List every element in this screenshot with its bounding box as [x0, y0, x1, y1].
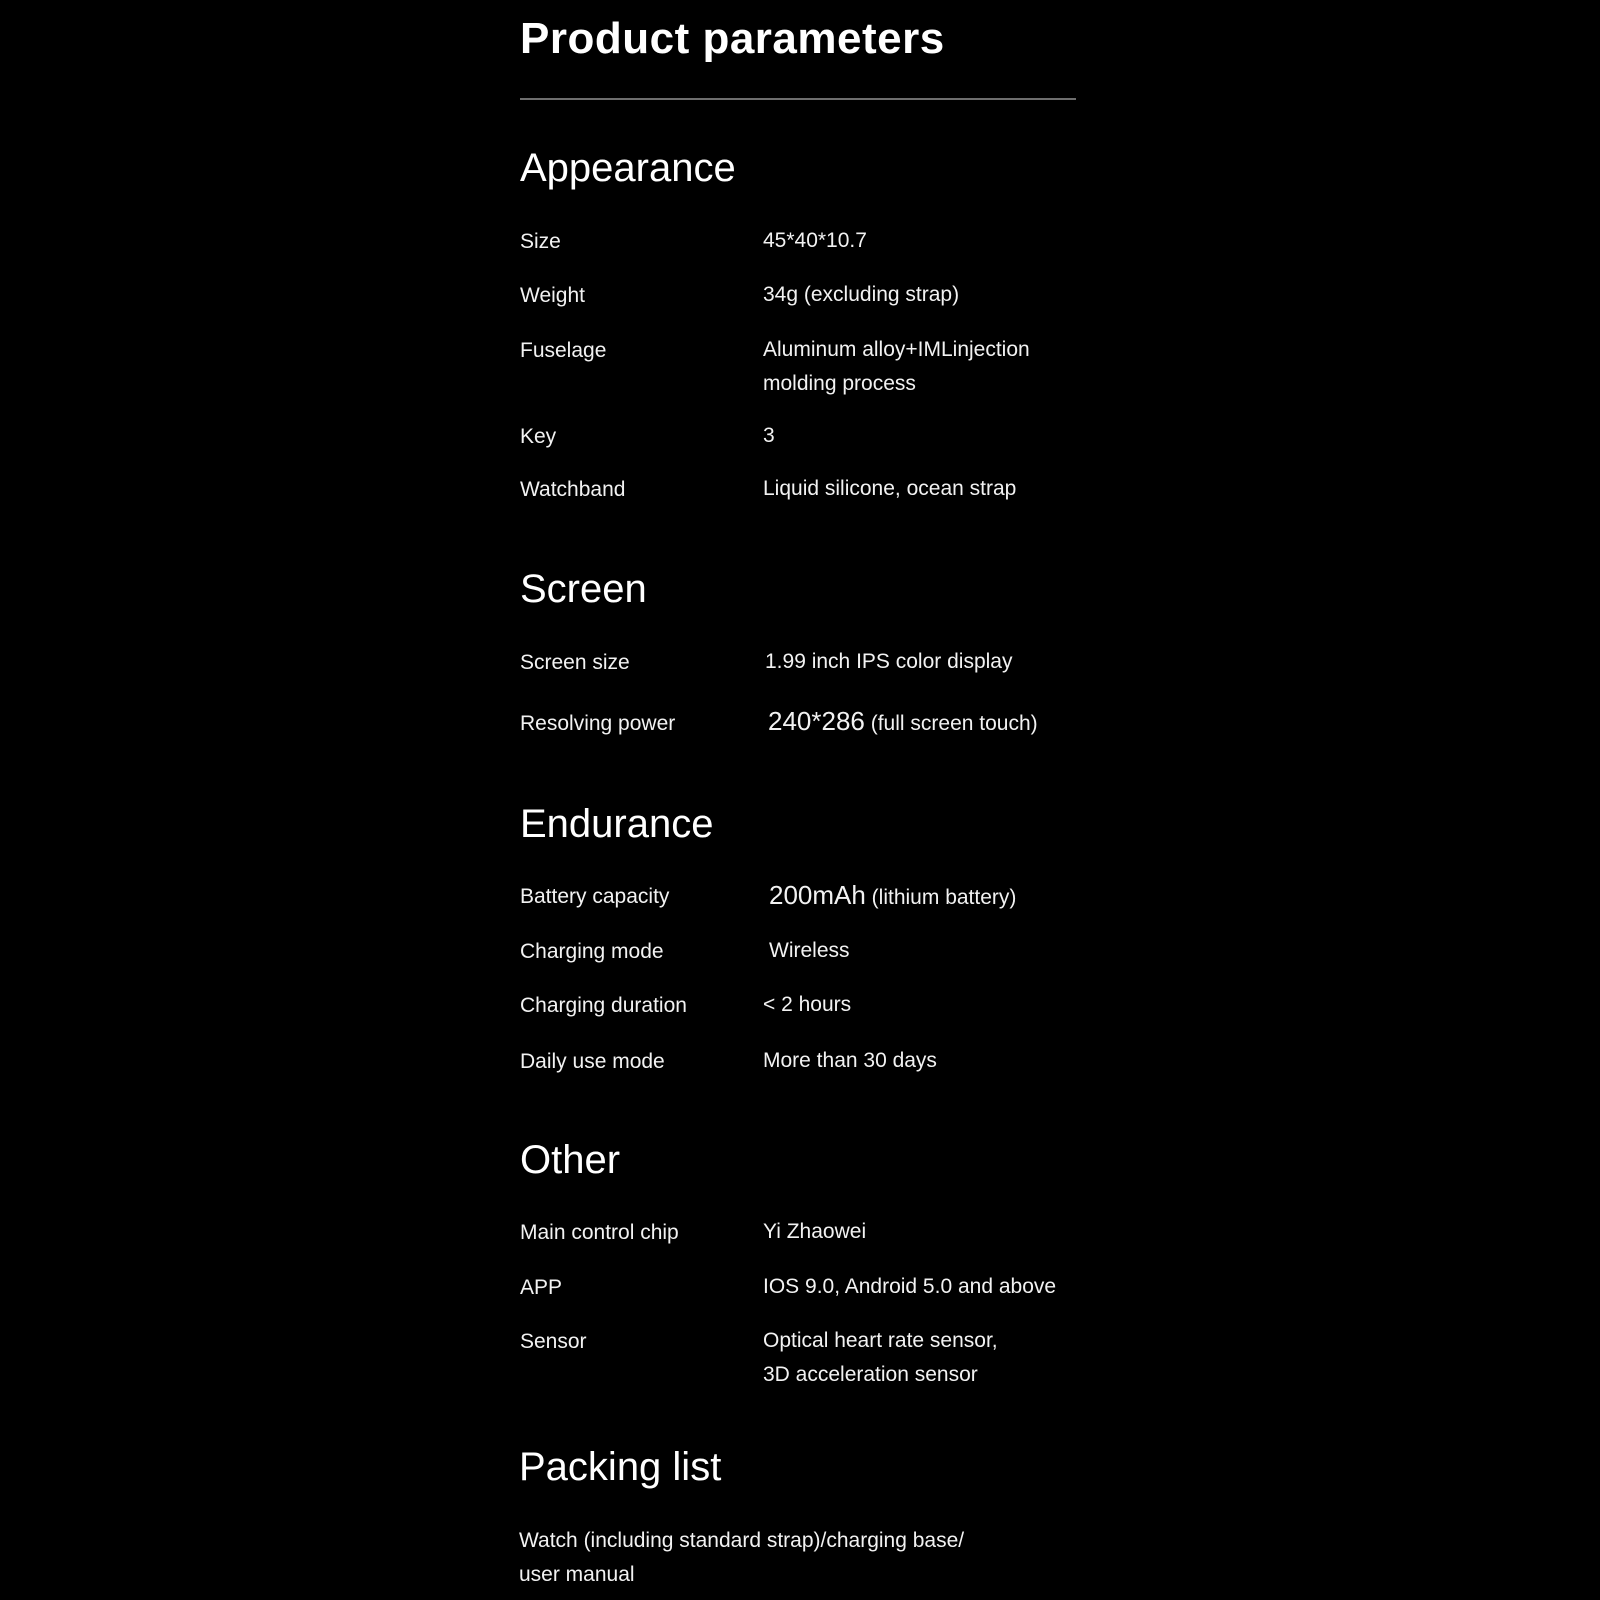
spec-label-size: Size [520, 230, 561, 253]
section-heading-appearance: Appearance [520, 146, 736, 190]
spec-value-size: 45*40*10.7 [763, 229, 867, 252]
spec-label-charging-duration: Charging duration [520, 994, 687, 1017]
spec-value-charging-duration: < 2 hours [763, 993, 852, 1016]
resolution-note: (full screen touch) [864, 712, 1038, 735]
section-heading-other: Other [520, 1138, 621, 1182]
section-heading-endurance: Endurance [520, 802, 714, 846]
spec-value-sensor-line2: 3D acceleration sensor [763, 1363, 978, 1386]
spec-value-weight: 34g (excluding strap) [763, 283, 960, 306]
packing-list-line2: user manual [519, 1563, 635, 1586]
packing-list-line1: Watch (including standard strap)/charging base/ [519, 1529, 965, 1552]
spec-value-resolving-power [768, 704, 1038, 741]
spec-value-fuselage [763, 333, 1030, 401]
spec-label-daily-use-mode: Daily use mode [520, 1050, 665, 1073]
spec-value-fuselage-line1: Aluminum alloy+IMLinjection [763, 338, 1030, 361]
spec-label-resolving-power: Resolving power [520, 712, 676, 735]
spec-value-app: IOS 9.0, Android 5.0 and above [763, 1275, 1057, 1298]
spec-label-sensor: Sensor [520, 1330, 587, 1353]
battery-note: (lithium battery) [865, 886, 1017, 909]
spec-value-key: 3 [763, 424, 775, 447]
spec-label-app: APP [520, 1276, 563, 1299]
spec-label-weight: Weight [520, 284, 585, 307]
spec-label-key: Key [520, 425, 557, 448]
title-divider [520, 98, 1076, 100]
spec-label-charging-mode: Charging mode [520, 940, 664, 963]
spec-value-fuselage-line2: molding process [763, 372, 916, 395]
spec-value-daily-use-mode: More than 30 days [763, 1049, 937, 1072]
spec-label-battery-capacity: Battery capacity [520, 885, 670, 908]
spec-label-watchband: Watchband [520, 478, 626, 501]
page-title: Product parameters [520, 14, 945, 63]
spec-label-main-control-chip: Main control chip [520, 1221, 679, 1244]
spec-value-battery-capacity [769, 878, 1016, 915]
resolution-number: 240*286 [768, 706, 865, 736]
section-heading-screen: Screen [520, 567, 647, 611]
section-heading-packing-list: Packing list [519, 1445, 722, 1489]
spec-label-screen-size: Screen size [520, 651, 630, 674]
spec-label-fuselage: Fuselage [520, 339, 607, 362]
spec-value-screen-size: 1.99 inch IPS color display [765, 650, 1013, 673]
spec-value-main-control-chip: Yi Zhaowei [763, 1220, 867, 1243]
packing-list-text [519, 1524, 964, 1592]
spec-value-charging-mode: Wireless [769, 939, 850, 962]
battery-number: 200mAh [769, 880, 866, 910]
spec-value-sensor-line1: Optical heart rate sensor, [763, 1329, 998, 1352]
spec-value-watchband: Liquid silicone, ocean strap [763, 477, 1017, 500]
spec-value-sensor [763, 1324, 998, 1392]
